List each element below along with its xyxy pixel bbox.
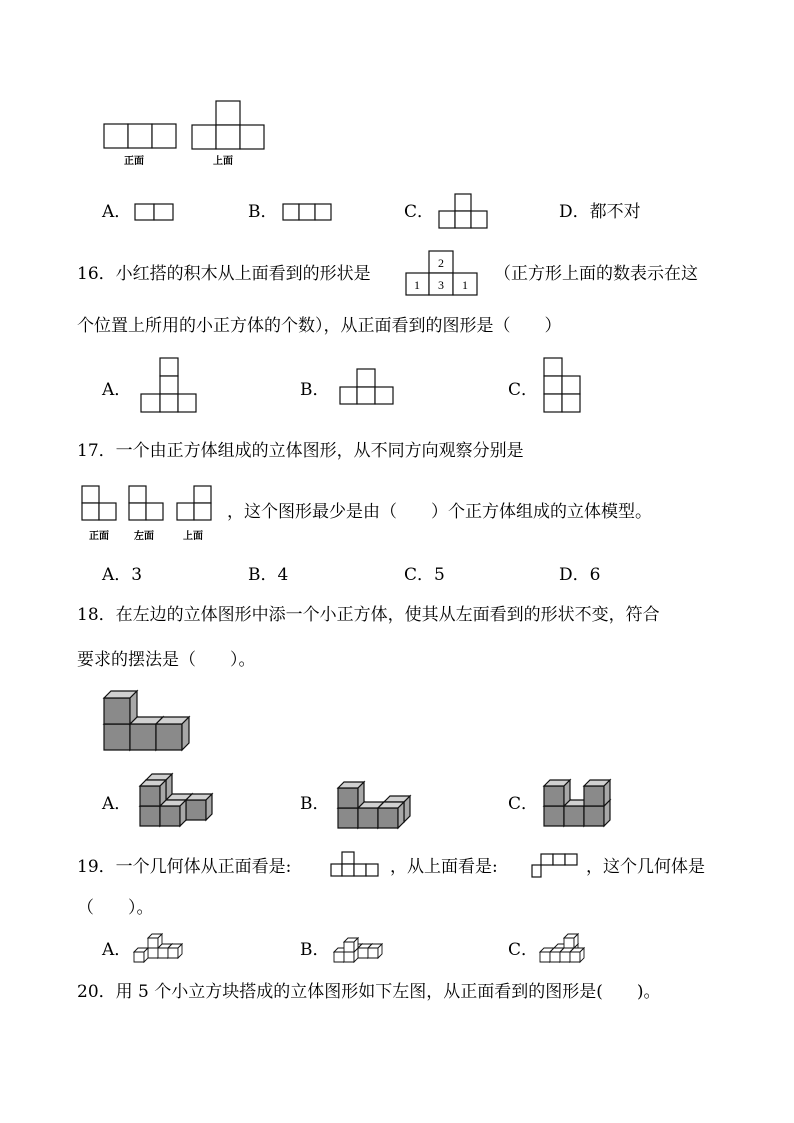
q17-text-line1: 17．一个由正方体组成的立体图形，从不同方向观察分别是 bbox=[77, 441, 524, 461]
q16-option-b-figure bbox=[339, 368, 395, 406]
q19-front-view-figure bbox=[330, 851, 380, 877]
q16-text-line1b: （正方形上面的数表示在这 bbox=[494, 264, 698, 284]
q15-top-view-figure bbox=[190, 101, 266, 151]
q15-option-c[interactable]: C． bbox=[404, 202, 435, 222]
q16-text-line1a: 16．小红搭的积木从上面看到的形状是 bbox=[77, 264, 371, 284]
q18-option-c-figure bbox=[542, 776, 617, 832]
q17-top-view-figure bbox=[176, 485, 212, 521]
q18-option-b[interactable]: B． bbox=[300, 794, 330, 814]
q17-option-b[interactable]: B．4 bbox=[248, 565, 289, 585]
q16-option-a[interactable]: A． bbox=[102, 380, 132, 400]
q15-option-a-figure bbox=[134, 203, 174, 221]
q17-caption-top: 上面 bbox=[183, 531, 203, 542]
q19-top-view-figure bbox=[531, 853, 579, 879]
q19-text-line2: （ ）。 bbox=[77, 898, 154, 918]
q16-grid-num-left: 1 bbox=[414, 278, 420, 292]
q16-option-c[interactable]: C． bbox=[508, 380, 539, 400]
q15-front-view-figure bbox=[104, 124, 176, 150]
q18-text-line2: 要求的摆法是（ ）。 bbox=[77, 650, 256, 670]
q19-text-line1b: ，从上面看是: bbox=[390, 857, 498, 877]
q15-option-c-figure bbox=[438, 193, 490, 229]
q18-original-figure bbox=[102, 688, 192, 754]
q15-option-a[interactable]: A． bbox=[102, 202, 132, 222]
q17-left-view-figure bbox=[128, 485, 164, 521]
q19-option-c[interactable]: C． bbox=[508, 940, 539, 960]
q16-text-line2: 个位置上所用的小正方体的个数），从正面看到的图形是（ ） bbox=[77, 316, 562, 336]
q16-top-view-grid bbox=[405, 250, 479, 298]
q19-option-a-figure bbox=[132, 934, 190, 966]
q17-caption-front: 正面 bbox=[89, 531, 109, 542]
q15-caption-front: 正面 bbox=[124, 156, 144, 167]
q19-text-line1c: ，这个几何体是 bbox=[586, 857, 705, 877]
q18-option-c[interactable]: C． bbox=[508, 794, 539, 814]
q16-option-b[interactable]: B． bbox=[300, 380, 330, 400]
q16-grid-num-mid: 3 bbox=[438, 278, 444, 292]
q17-text-line2: ，这个图形最少是由（ ）个正方体组成的立体模型。 bbox=[227, 502, 652, 522]
q17-caption-left: 左面 bbox=[134, 531, 154, 542]
q15-option-b-figure bbox=[282, 203, 334, 221]
q19-option-b[interactable]: B． bbox=[300, 940, 330, 960]
q16-grid-num-top: 2 bbox=[438, 256, 444, 270]
q17-option-a[interactable]: A．3 bbox=[102, 565, 143, 585]
q19-option-c-figure bbox=[538, 934, 596, 966]
q18-text-line1: 18．在左边的立体图形中添一个小正方体，使其从左面看到的形状不变，符合 bbox=[77, 605, 660, 625]
q20-text-line1: 20．用 5 个小立方块搭成的立体图形如下左图，从正面看到的图形是( )。 bbox=[77, 982, 661, 1002]
q15-option-b[interactable]: B． bbox=[248, 202, 278, 222]
q16-grid-num-right: 1 bbox=[462, 278, 468, 292]
q19-option-b-figure bbox=[332, 934, 390, 966]
q18-option-a[interactable]: A． bbox=[102, 794, 132, 814]
q15-option-d[interactable]: D．都不对 bbox=[559, 202, 641, 222]
q19-text-line1a: 19．一个几何体从正面看是: bbox=[77, 857, 292, 877]
q19-option-a[interactable]: A． bbox=[102, 940, 132, 960]
q16-option-c-figure bbox=[543, 357, 583, 413]
q15-caption-top: 上面 bbox=[213, 156, 233, 167]
q16-option-a-figure bbox=[140, 357, 198, 415]
q17-option-d[interactable]: D．6 bbox=[559, 565, 601, 585]
q18-option-b-figure bbox=[336, 778, 416, 832]
q17-option-c[interactable]: C．5 bbox=[404, 565, 445, 585]
q18-option-a-figure bbox=[138, 768, 218, 832]
q17-front-view-figure bbox=[81, 485, 117, 521]
